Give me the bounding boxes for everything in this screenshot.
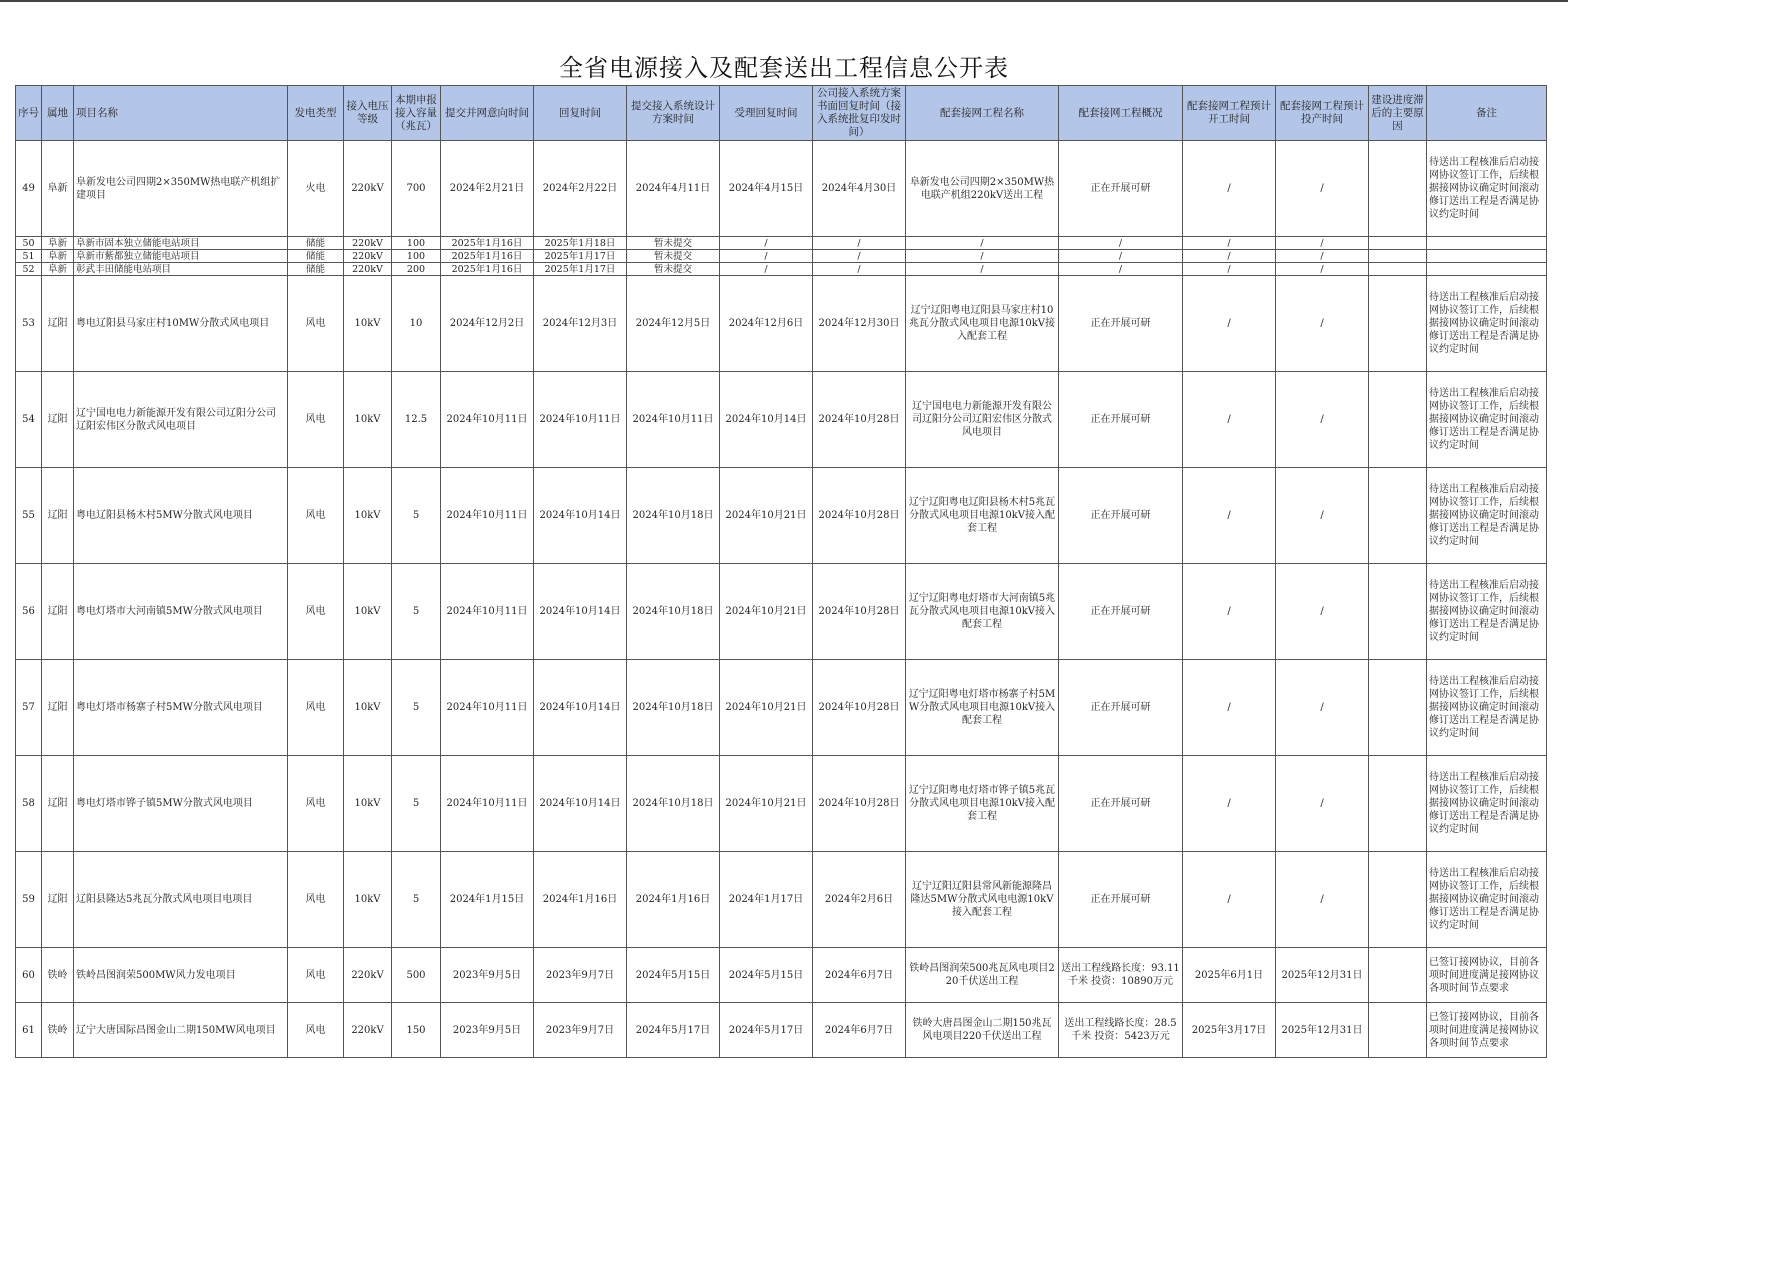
grid-project-name-cell: 辽宁辽阳粤电辽阳县马家庄村10兆瓦分散式风电项目电源10kV接入配套工程 — [906, 276, 1059, 372]
region-cell: 铁岭 — [42, 948, 74, 1003]
project-name-cell: 铁岭昌图润荣500MW风力发电项目 — [74, 948, 288, 1003]
table-row — [16, 372, 1547, 468]
voltage-level-cell: 220kV — [344, 250, 392, 263]
row-number-cell: 54 — [16, 372, 42, 468]
voltage-level-cell: 220kV — [344, 263, 392, 276]
row-number-cell: 51 — [16, 250, 42, 263]
capacity-mw-cell: 5 — [392, 564, 441, 660]
row-number-cell: 49 — [16, 141, 42, 237]
delay-reason-cell — [1369, 237, 1427, 250]
design-submit-date-cell: 暂未提交 — [627, 263, 720, 276]
region-cell: 辽阳 — [42, 372, 74, 468]
table-row — [16, 237, 1547, 250]
region-cell: 辽阳 — [42, 276, 74, 372]
planned-operation-date-cell: / — [1276, 141, 1369, 237]
capacity-mw-cell: 5 — [392, 468, 441, 564]
project-name-cell: 辽阳县隆达5兆瓦分散式风电项目电项目 — [74, 852, 288, 948]
capacity-mw-cell: 12.5 — [392, 372, 441, 468]
acceptance-reply-date-cell: 2024年5月15日 — [720, 948, 813, 1003]
planned-start-date-cell: / — [1183, 276, 1276, 372]
planned-start-date-cell: / — [1183, 564, 1276, 660]
remarks-cell: 待送出工程核准后启动接网协议签订工作，后续根据接网协议确定时间滚动修订送出工程是否满足协议约定时间 — [1427, 468, 1547, 564]
table-row — [16, 263, 1547, 276]
table-row — [16, 660, 1547, 756]
acceptance-reply-date-cell: 2024年10月21日 — [720, 468, 813, 564]
planned-operation-date-cell: / — [1276, 250, 1369, 263]
approval-date-cell: 2024年6月7日 — [813, 948, 906, 1003]
remarks-cell: 待送出工程核准后启动接网协议签订工作，后续根据接网协议确定时间滚动修订送出工程是否满足协议约定时间 — [1427, 564, 1547, 660]
grid-project-name-cell: 辽宁辽阳辽阳县常风新能源隆昌隆达5MW分散式风电电源10kV接入配套工程 — [906, 852, 1059, 948]
generation-type-cell: 火电 — [288, 141, 344, 237]
intent-submit-date-cell: 2024年10月11日 — [441, 372, 534, 468]
table-header-row — [16, 86, 1547, 141]
column-header: 提交接入系统设计方案时间 — [627, 86, 720, 141]
planned-start-date-cell: / — [1183, 263, 1276, 276]
reply-date-cell: 2023年9月7日 — [534, 1003, 627, 1058]
grid-project-summary-cell: 正在开展可研 — [1059, 276, 1183, 372]
project-name-cell: 粤电灯塔市铧子镇5MW分散式风电项目 — [74, 756, 288, 852]
column-header: 公司接入系统方案书面回复时间（接入系统批复印发时间） — [813, 86, 906, 141]
intent-submit-date-cell: 2025年1月16日 — [441, 250, 534, 263]
capacity-mw-cell: 100 — [392, 250, 441, 263]
reply-date-cell: 2024年10月14日 — [534, 660, 627, 756]
project-name-cell: 粤电灯塔市杨寨子村5MW分散式风电项目 — [74, 660, 288, 756]
project-name-cell: 阜新市紫都独立储能电站项目 — [74, 250, 288, 263]
intent-submit-date-cell: 2023年9月5日 — [441, 1003, 534, 1058]
table-row — [16, 141, 1547, 237]
remarks-cell: 待送出工程核准后启动接网协议签订工作，后续根据接网协议确定时间滚动修订送出工程是否满足协议约定时间 — [1427, 372, 1547, 468]
grid-project-summary-cell: 正在开展可研 — [1059, 141, 1183, 237]
reply-date-cell: 2025年1月18日 — [534, 237, 627, 250]
planned-start-date-cell: 2025年6月1日 — [1183, 948, 1276, 1003]
reply-date-cell: 2024年10月14日 — [534, 564, 627, 660]
reply-date-cell: 2024年1月16日 — [534, 852, 627, 948]
approval-date-cell: 2024年10月28日 — [813, 564, 906, 660]
table-row — [16, 276, 1547, 372]
acceptance-reply-date-cell: 2024年1月17日 — [720, 852, 813, 948]
design-submit-date-cell: 2024年1月16日 — [627, 852, 720, 948]
remarks-cell: 已签订接网协议，目前各项时间进度满足接网协议各项时间节点要求 — [1427, 1003, 1547, 1058]
delay-reason-cell — [1369, 564, 1427, 660]
grid-project-summary-cell: 正在开展可研 — [1059, 756, 1183, 852]
column-header: 序号 — [16, 86, 42, 141]
top-border-line — [0, 0, 1568, 2]
planned-start-date-cell: / — [1183, 660, 1276, 756]
approval-date-cell: 2024年4月30日 — [813, 141, 906, 237]
planned-start-date-cell: / — [1183, 756, 1276, 852]
capacity-mw-cell: 100 — [392, 237, 441, 250]
voltage-level-cell: 10kV — [344, 660, 392, 756]
capacity-mw-cell: 150 — [392, 1003, 441, 1058]
design-submit-date-cell: 2024年10月18日 — [627, 564, 720, 660]
column-header: 配套接网工程预计开工时间 — [1183, 86, 1276, 141]
remarks-cell — [1427, 263, 1547, 276]
approval-date-cell: 2024年10月28日 — [813, 756, 906, 852]
planned-start-date-cell: 2025年3月17日 — [1183, 1003, 1276, 1058]
approval-date-cell: 2024年10月28日 — [813, 468, 906, 564]
design-submit-date-cell: 暂未提交 — [627, 237, 720, 250]
project-name-cell: 阜新市固本独立储能电站项目 — [74, 237, 288, 250]
voltage-level-cell: 10kV — [344, 468, 392, 564]
approval-date-cell: 2024年2月6日 — [813, 852, 906, 948]
reply-date-cell: 2024年10月11日 — [534, 372, 627, 468]
generation-type-cell: 风电 — [288, 372, 344, 468]
project-name-cell: 辽宁国电电力新能源开发有限公司辽阳分公司辽阳宏伟区分散式风电项目 — [74, 372, 288, 468]
grid-project-summary-cell: 正在开展可研 — [1059, 468, 1183, 564]
approval-date-cell: / — [813, 237, 906, 250]
acceptance-reply-date-cell: 2024年12月6日 — [720, 276, 813, 372]
capacity-mw-cell: 5 — [392, 660, 441, 756]
page-title: 全省电源接入及配套送出工程信息公开表 — [559, 54, 1009, 82]
region-cell: 阜新 — [42, 237, 74, 250]
planned-operation-date-cell: / — [1276, 276, 1369, 372]
info-table — [15, 85, 1547, 1058]
planned-operation-date-cell: / — [1276, 372, 1369, 468]
project-name-cell: 彰武丰田储能电站项目 — [74, 263, 288, 276]
table-row — [16, 852, 1547, 948]
capacity-mw-cell: 500 — [392, 948, 441, 1003]
planned-start-date-cell: / — [1183, 141, 1276, 237]
capacity-mw-cell: 5 — [392, 852, 441, 948]
remarks-cell: 待送出工程核准后启动接网协议签订工作，后续根据接网协议确定时间滚动修订送出工程是否满足协议约定时间 — [1427, 852, 1547, 948]
row-number-cell: 56 — [16, 564, 42, 660]
region-cell: 辽阳 — [42, 756, 74, 852]
generation-type-cell: 储能 — [288, 263, 344, 276]
column-header: 提交并网意向时间 — [441, 86, 534, 141]
row-number-cell: 60 — [16, 948, 42, 1003]
acceptance-reply-date-cell: 2024年4月15日 — [720, 141, 813, 237]
generation-type-cell: 风电 — [288, 756, 344, 852]
planned-operation-date-cell: / — [1276, 756, 1369, 852]
delay-reason-cell — [1369, 141, 1427, 237]
grid-project-summary-cell: / — [1059, 237, 1183, 250]
grid-project-summary-cell: 正在开展可研 — [1059, 372, 1183, 468]
reply-date-cell: 2024年12月3日 — [534, 276, 627, 372]
grid-project-summary-cell: 正在开展可研 — [1059, 660, 1183, 756]
column-header: 备注 — [1427, 86, 1547, 141]
grid-project-name-cell: / — [906, 237, 1059, 250]
grid-project-name-cell: 铁岭昌图润荣500兆瓦风电项目220千伏送出工程 — [906, 948, 1059, 1003]
intent-submit-date-cell: 2024年12月2日 — [441, 276, 534, 372]
generation-type-cell: 风电 — [288, 276, 344, 372]
design-submit-date-cell: 2024年10月18日 — [627, 660, 720, 756]
remarks-cell — [1427, 237, 1547, 250]
table-row — [16, 1003, 1547, 1058]
project-name-cell: 粤电灯塔市大河南镇5MW分散式风电项目 — [74, 564, 288, 660]
approval-date-cell: 2024年10月28日 — [813, 660, 906, 756]
remarks-cell — [1427, 250, 1547, 263]
approval-date-cell: 2024年10月28日 — [813, 372, 906, 468]
acceptance-reply-date-cell: 2024年10月21日 — [720, 660, 813, 756]
delay-reason-cell — [1369, 852, 1427, 948]
design-submit-date-cell: 2024年10月18日 — [627, 756, 720, 852]
column-header: 本期申报接入容量（兆瓦） — [392, 86, 441, 141]
reply-date-cell: 2023年9月7日 — [534, 948, 627, 1003]
planned-operation-date-cell: 2025年12月31日 — [1276, 948, 1369, 1003]
voltage-level-cell: 10kV — [344, 372, 392, 468]
grid-project-name-cell: 辽宁辽阳粤电灯塔市大河南镇5兆瓦分散式风电项目电源10kV接入配套工程 — [906, 564, 1059, 660]
grid-project-summary-cell: 正在开展可研 — [1059, 852, 1183, 948]
acceptance-reply-date-cell: 2024年10月21日 — [720, 564, 813, 660]
capacity-mw-cell: 5 — [392, 756, 441, 852]
voltage-level-cell: 220kV — [344, 141, 392, 237]
intent-submit-date-cell: 2024年10月11日 — [441, 468, 534, 564]
column-header: 受理回复时间 — [720, 86, 813, 141]
region-cell: 铁岭 — [42, 1003, 74, 1058]
planned-start-date-cell: / — [1183, 250, 1276, 263]
design-submit-date-cell: 2024年10月11日 — [627, 372, 720, 468]
intent-submit-date-cell: 2024年10月11日 — [441, 660, 534, 756]
table-body — [16, 141, 1547, 1058]
generation-type-cell: 风电 — [288, 948, 344, 1003]
delay-reason-cell — [1369, 250, 1427, 263]
table-row — [16, 468, 1547, 564]
planned-operation-date-cell: / — [1276, 852, 1369, 948]
table-row — [16, 756, 1547, 852]
acceptance-reply-date-cell: / — [720, 250, 813, 263]
row-number-cell: 55 — [16, 468, 42, 564]
intent-submit-date-cell: 2023年9月5日 — [441, 948, 534, 1003]
design-submit-date-cell: 2024年4月11日 — [627, 141, 720, 237]
planned-operation-date-cell: / — [1276, 468, 1369, 564]
intent-submit-date-cell: 2024年2月21日 — [441, 141, 534, 237]
generation-type-cell: 风电 — [288, 564, 344, 660]
planned-start-date-cell: / — [1183, 852, 1276, 948]
project-name-cell: 阜新发电公司四期2×350MW热电联产机组扩建项目 — [74, 141, 288, 237]
column-header: 项目名称 — [74, 86, 288, 141]
intent-submit-date-cell: 2024年10月11日 — [441, 564, 534, 660]
reply-date-cell: 2024年10月14日 — [534, 468, 627, 564]
remarks-cell: 待送出工程核准后启动接网协议签订工作，后续根据接网协议确定时间滚动修订送出工程是否满足协议约定时间 — [1427, 660, 1547, 756]
reply-date-cell: 2024年2月22日 — [534, 141, 627, 237]
reply-date-cell: 2025年1月17日 — [534, 263, 627, 276]
grid-project-name-cell: 辽宁辽阳粤电灯塔市杨寨子村5MW分散式风电项目电源10kV接入配套工程 — [906, 660, 1059, 756]
delay-reason-cell — [1369, 372, 1427, 468]
generation-type-cell: 风电 — [288, 660, 344, 756]
region-cell: 辽阳 — [42, 564, 74, 660]
region-cell: 阜新 — [42, 141, 74, 237]
table-row — [16, 250, 1547, 263]
column-header: 回复时间 — [534, 86, 627, 141]
capacity-mw-cell: 700 — [392, 141, 441, 237]
region-cell: 阜新 — [42, 263, 74, 276]
grid-project-name-cell: 辽宁国电电力新能源开发有限公司辽阳分公司辽阳宏伟区分散式风电项目 — [906, 372, 1059, 468]
grid-project-summary-cell: / — [1059, 263, 1183, 276]
row-number-cell: 52 — [16, 263, 42, 276]
planned-start-date-cell: / — [1183, 468, 1276, 564]
grid-project-summary-cell: 正在开展可研 — [1059, 564, 1183, 660]
planned-operation-date-cell: / — [1276, 263, 1369, 276]
reply-date-cell: 2025年1月17日 — [534, 250, 627, 263]
grid-project-name-cell: 阜新发电公司四期2×350MW热电联产机组220kV送出工程 — [906, 141, 1059, 237]
region-cell: 辽阳 — [42, 660, 74, 756]
delay-reason-cell — [1369, 948, 1427, 1003]
column-header: 配套接网工程概况 — [1059, 86, 1183, 141]
intent-submit-date-cell: 2024年1月15日 — [441, 852, 534, 948]
acceptance-reply-date-cell: / — [720, 237, 813, 250]
intent-submit-date-cell: 2025年1月16日 — [441, 263, 534, 276]
voltage-level-cell: 10kV — [344, 756, 392, 852]
column-header: 建设进度滞后的主要原因 — [1369, 86, 1427, 141]
grid-project-summary-cell: / — [1059, 250, 1183, 263]
generation-type-cell: 储能 — [288, 237, 344, 250]
voltage-level-cell: 10kV — [344, 564, 392, 660]
remarks-cell: 待送出工程核准后启动接网协议签订工作，后续根据接网协议确定时间滚动修订送出工程是否满足协议约定时间 — [1427, 141, 1547, 237]
row-number-cell: 53 — [16, 276, 42, 372]
approval-date-cell: / — [813, 250, 906, 263]
approval-date-cell: 2024年6月7日 — [813, 1003, 906, 1058]
generation-type-cell: 风电 — [288, 1003, 344, 1058]
approval-date-cell: / — [813, 263, 906, 276]
column-header: 接入电压等级 — [344, 86, 392, 141]
capacity-mw-cell: 10 — [392, 276, 441, 372]
delay-reason-cell — [1369, 468, 1427, 564]
acceptance-reply-date-cell: 2024年10月14日 — [720, 372, 813, 468]
row-number-cell: 59 — [16, 852, 42, 948]
generation-type-cell: 风电 — [288, 468, 344, 564]
column-header: 配套接网工程名称 — [906, 86, 1059, 141]
planned-start-date-cell: / — [1183, 237, 1276, 250]
row-number-cell: 61 — [16, 1003, 42, 1058]
grid-project-name-cell: 铁岭大唐昌图金山二期150兆瓦风电项目220千伏送出工程 — [906, 1003, 1059, 1058]
delay-reason-cell — [1369, 263, 1427, 276]
voltage-level-cell: 220kV — [344, 1003, 392, 1058]
row-number-cell: 50 — [16, 237, 42, 250]
design-submit-date-cell: 2024年12月5日 — [627, 276, 720, 372]
planned-operation-date-cell: 2025年12月31日 — [1276, 1003, 1369, 1058]
voltage-level-cell: 220kV — [344, 237, 392, 250]
design-submit-date-cell: 2024年5月15日 — [627, 948, 720, 1003]
design-submit-date-cell: 2024年5月17日 — [627, 1003, 720, 1058]
region-cell: 辽阳 — [42, 468, 74, 564]
acceptance-reply-date-cell: / — [720, 263, 813, 276]
column-header: 发电类型 — [288, 86, 344, 141]
planned-start-date-cell: / — [1183, 372, 1276, 468]
voltage-level-cell: 10kV — [344, 276, 392, 372]
row-number-cell: 58 — [16, 756, 42, 852]
delay-reason-cell — [1369, 276, 1427, 372]
grid-project-name-cell: 辽宁辽阳粤电灯塔市铧子镇5兆瓦分散式风电项目电源10kV接入配套工程 — [906, 756, 1059, 852]
region-cell: 辽阳 — [42, 852, 74, 948]
reply-date-cell: 2024年10月14日 — [534, 756, 627, 852]
voltage-level-cell: 10kV — [344, 852, 392, 948]
design-submit-date-cell: 暂未提交 — [627, 250, 720, 263]
column-header: 属地 — [42, 86, 74, 141]
acceptance-reply-date-cell: 2024年10月21日 — [720, 756, 813, 852]
grid-project-summary-cell: 送出工程线路长度：28.5千米 投资：5423万元 — [1059, 1003, 1183, 1058]
remarks-cell: 待送出工程核准后启动接网协议签订工作，后续根据接网协议确定时间滚动修订送出工程是否满足协议约定时间 — [1427, 756, 1547, 852]
remarks-cell: 待送出工程核准后启动接网协议签订工作，后续根据接网协议确定时间滚动修订送出工程是否满足协议约定时间 — [1427, 276, 1547, 372]
project-name-cell: 粤电辽阳县马家庄村10MW分散式风电项目 — [74, 276, 288, 372]
planned-operation-date-cell: / — [1276, 564, 1369, 660]
voltage-level-cell: 220kV — [344, 948, 392, 1003]
project-name-cell: 辽宁大唐国际昌图金山二期150MW风电项目 — [74, 1003, 288, 1058]
generation-type-cell: 风电 — [288, 852, 344, 948]
generation-type-cell: 储能 — [288, 250, 344, 263]
region-cell: 阜新 — [42, 250, 74, 263]
grid-project-name-cell: 辽宁辽阳粤电辽阳县杨木村5兆瓦分散式风电项目电源10kV接入配套工程 — [906, 468, 1059, 564]
table-row — [16, 948, 1547, 1003]
approval-date-cell: 2024年12月30日 — [813, 276, 906, 372]
design-submit-date-cell: 2024年10月18日 — [627, 468, 720, 564]
acceptance-reply-date-cell: 2024年5月17日 — [720, 1003, 813, 1058]
planned-operation-date-cell: / — [1276, 237, 1369, 250]
grid-project-name-cell: / — [906, 250, 1059, 263]
delay-reason-cell — [1369, 660, 1427, 756]
table-row — [16, 564, 1547, 660]
planned-operation-date-cell: / — [1276, 660, 1369, 756]
remarks-cell: 已签订接网协议，目前各项时间进度满足接网协议各项时间节点要求 — [1427, 948, 1547, 1003]
grid-project-name-cell: / — [906, 263, 1059, 276]
delay-reason-cell — [1369, 1003, 1427, 1058]
row-number-cell: 57 — [16, 660, 42, 756]
delay-reason-cell — [1369, 756, 1427, 852]
intent-submit-date-cell: 2025年1月16日 — [441, 237, 534, 250]
project-name-cell: 粤电辽阳县杨木村5MW分散式风电项目 — [74, 468, 288, 564]
intent-submit-date-cell: 2024年10月11日 — [441, 756, 534, 852]
capacity-mw-cell: 200 — [392, 263, 441, 276]
grid-project-summary-cell: 送出工程线路长度：93.11千米 投资：10890万元 — [1059, 948, 1183, 1003]
column-header: 配套接网工程预计投产时间 — [1276, 86, 1369, 141]
